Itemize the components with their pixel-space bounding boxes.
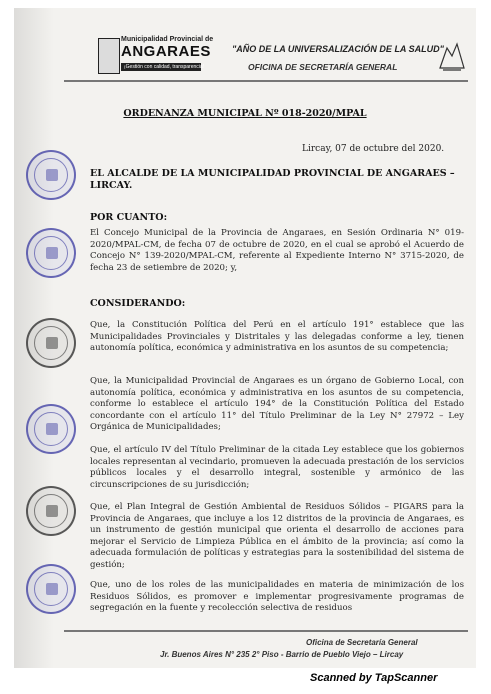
official-seal-stamp — [26, 228, 76, 278]
scanner-watermark: Scanned by TapScanner — [310, 672, 438, 684]
logo-main-text: ANGARAES — [121, 43, 211, 60]
logo-slogan: ¡Gestión con calidad, transparencia! — [124, 64, 205, 70]
scanned-page — [14, 8, 476, 668]
coat-of-arms-icon — [98, 38, 120, 74]
mountain-emblem-icon — [439, 38, 465, 72]
paragraph-2: Que, la Municipalidad Provincial de Angaraes es un órgano de Gobierno Local, con autonomía política, económica y administrativa en los asuntos de su competencia, conforme lo establece el artículo 194° de la Constitución Política del Estado concordante con el artículo 11° del Título Preliminar de la Ley N° 27972 – Ley Orgánica de Municipalidades; — [90, 376, 464, 433]
paragraph-4: Que, el Plan Integral de Gestión Ambiental de Residuos Sólidos – PIGARS para la Provincia de Angaraes, que incluye a los 12 distritos de la provincia de Angaraes, es un instrumento de gestión municipal que orienta el desarrollo de acciones para mejorar el Servicio de Limpieza Pública en el ámbito de la provincia; así como la adecuada formulación de políticas y estrategias para la sostenibilidad del sistema de gestión; — [90, 502, 464, 570]
official-seal-stamp — [26, 150, 76, 200]
header-rule — [64, 80, 468, 82]
document-title: ORDENANZA MUNICIPAL Nº 018-2020/MPAL — [123, 108, 367, 119]
municipal-logo — [98, 36, 214, 78]
document-date: Lircay, 07 de octubre del 2020. — [302, 144, 445, 154]
year-motto: "AÑO DE LA UNIVERSALIZACIÓN DE LA SALUD" — [232, 44, 444, 54]
logo-top-text: Municipalidad Provincial de — [121, 36, 214, 43]
paragraph-1: Que, la Constitución Política del Perú en el artículo 191° establece que las Municipalidades Provinciales y Distritales y las delegadas conforme a ley, tienen autonomía política, económica y administrativa en los asuntos de su competencia; — [90, 320, 464, 354]
paragraph-5: Que, uno de los roles de las municipalidades en materia de minimización de los Residuos Sólidos, es promover e implementar progresivamente programas de segregación en la fuente y recolección selectiva de residuos — [90, 580, 464, 614]
official-seal-stamp — [26, 564, 76, 614]
por-cuanto-heading: POR CUANTO: — [90, 212, 168, 223]
por-cuanto-paragraph: El Concejo Municipal de la Provincia de Angaraes, en Sesión Ordinaria N° 019-2020/MPAL-CM, de fecha 07 de octubre de 2020, en el cual se aprobó el Acuerdo de Concejo N° 139-2020/MPAL-CM, referente al Expediente Interno N° 3715-2020, de fecha 23 de setiembre de 2020; y, — [90, 228, 464, 273]
footer-rule — [64, 630, 468, 632]
office-name: OFICINA DE SECRETARÍA GENERAL — [248, 62, 398, 72]
paragraph-3: Que, el artículo IV del Título Preliminar de la citada Ley establece que los gobiernos locales representan al vecindario, promueven la adecuada prestación de los servicios públicos locales y el desarrollo integral, sostenible y armónico de las circunscripciones de su jurisdicción; — [90, 445, 464, 490]
official-seal-stamp — [26, 404, 76, 454]
official-seal-stamp — [26, 486, 76, 536]
letterhead — [14, 8, 476, 83]
considerando-heading: CONSIDERANDO: — [90, 298, 186, 309]
addressee: EL ALCALDE DE LA MUNICIPALIDAD PROVINCIAL DE ANGARAES – LIRCAY. — [90, 168, 455, 191]
official-seal-stamp — [26, 318, 76, 368]
footer-address: Jr. Buenos Aires N° 235 2° Piso - Barrio de Pueblo Viejo – Lircay — [160, 650, 404, 659]
footer-office: Oficina de Secretaría General — [306, 638, 418, 647]
